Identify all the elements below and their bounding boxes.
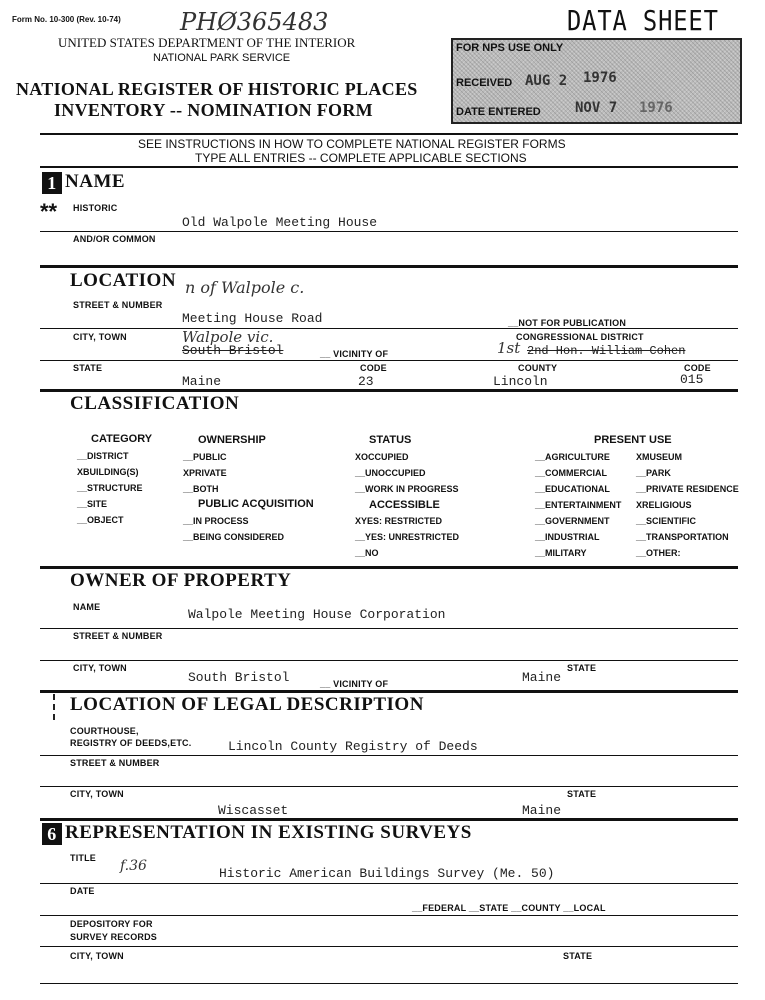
form-number: Form No. 10-300 (Rev. 10-74) <box>12 15 121 24</box>
date-entered-label: DATE ENTERED <box>456 106 541 118</box>
legal-city-label: CITY, TOWN <box>70 789 124 799</box>
accessible-yes-unrestricted: __YES: UNRESTRICTED <box>355 532 460 542</box>
county-code-label: CODE <box>684 363 711 373</box>
survey-title-label: TITLE <box>70 853 96 863</box>
received-stamp: AUG 2 <box>525 73 568 89</box>
county-value: Lincoln <box>493 374 548 389</box>
owner-state-label: STATE <box>567 663 597 673</box>
use-scientific: __SCIENTIFIC <box>636 516 697 526</box>
status-unoccupied: __UNOCCUPIED <box>355 468 426 478</box>
courthouse-label-2: REGISTRY OF DEEDS,ETC. <box>70 738 192 748</box>
section-location-title: LOCATION <box>70 270 177 291</box>
section-classification-title: CLASSIFICATION <box>70 393 240 414</box>
survey-date-label: DATE <box>70 886 95 896</box>
city-hand-note: Walpole vic. <box>182 328 274 346</box>
section-surveys-title: REPRESENTATION IN EXISTING SURVEYS <box>65 822 472 843</box>
data-sheet-label: DATA SHEET <box>567 4 719 37</box>
use-religious: XRELIGIOUS <box>636 500 692 510</box>
congressional-district-label: CONGRESSIONAL DISTRICT <box>516 332 644 342</box>
acquisition-being-considered: __BEING CONSIDERED <box>183 532 285 542</box>
survey-levels: __FEDERAL __STATE __COUNTY __LOCAL <box>412 903 606 913</box>
ownership-both: __BOTH <box>183 484 219 494</box>
use-other: __OTHER: <box>636 548 681 558</box>
owner-city-value: South Bristol <box>188 670 290 685</box>
state-value: Maine <box>182 374 222 389</box>
section-number-6: 6 <box>42 823 62 845</box>
handwritten-id: PHØ365483 <box>180 8 329 36</box>
owner-street-label: STREET & NUMBER <box>73 631 163 641</box>
public-acquisition-heading: PUBLIC ACQUISITION <box>198 498 314 510</box>
use-transportation: __TRANSPORTATION <box>636 532 729 542</box>
county-label: COUNTY <box>518 363 558 373</box>
section-name-title: NAME <box>65 171 126 192</box>
form-title-line2: INVENTORY -- NOMINATION FORM <box>54 100 373 120</box>
not-for-publication: __NOT FOR PUBLICATION <box>508 318 627 328</box>
vicinity-of: __ VICINITY OF <box>320 349 389 359</box>
category-buildings: XBUILDING(S) <box>77 467 139 477</box>
use-park: __PARK <box>636 468 671 478</box>
owner-name-label: NAME <box>73 602 101 612</box>
status-occupied: XOCCUPIED <box>355 452 409 462</box>
legal-street-label: STREET & NUMBER <box>70 758 160 768</box>
city-town-label: CITY, TOWN <box>73 332 127 342</box>
use-agriculture: __AGRICULTURE <box>535 452 610 462</box>
depository-label-2: SURVEY RECORDS <box>70 932 157 942</box>
section-number-1: 1 <box>42 172 62 194</box>
park-service: NATIONAL PARK SERVICE <box>153 52 291 64</box>
street-number-label: STREET & NUMBER <box>73 300 163 310</box>
courthouse-value: Lincoln County Registry of Deeds <box>228 739 478 754</box>
street-value: Meeting House Road <box>182 311 323 326</box>
accessible-heading: ACCESSIBLE <box>369 499 440 511</box>
received-year: 1976 <box>583 70 617 86</box>
nps-use-box <box>451 38 742 124</box>
department: UNITED STATES DEPARTMENT OF THE INTERIOR <box>58 35 356 50</box>
ownership-heading: OWNERSHIP <box>198 434 266 446</box>
status-heading: STATUS <box>369 434 412 446</box>
state-code-value: 23 <box>358 374 374 389</box>
category-structure: __STRUCTURE <box>77 483 143 493</box>
owner-state-value: Maine <box>522 670 562 685</box>
ownership-private: XPRIVATE <box>183 468 227 478</box>
code-label: CODE <box>360 363 387 373</box>
survey-city-label: CITY, TOWN <box>70 951 124 961</box>
accessible-yes-restricted: XYES: RESTRICTED <box>355 516 443 526</box>
section-name-header <box>42 171 125 194</box>
handwritten-stars: ** <box>40 199 58 224</box>
use-private-residence: __PRIVATE RESIDENCE <box>636 484 739 494</box>
instructions-line1: SEE INSTRUCTIONS IN HOW TO COMPLETE NATIONAL REGISTER FORMS <box>138 137 566 151</box>
form-title-line1: NATIONAL REGISTER OF HISTORIC PLACES <box>16 79 418 99</box>
present-use-heading: PRESENT USE <box>594 434 672 446</box>
location-hand-note: n of Walpole c. <box>185 278 305 297</box>
category-site: __SITE <box>77 499 108 509</box>
status-work-in-progress: __WORK IN PROGRESS <box>355 484 459 494</box>
nps-use-label: FOR NPS USE ONLY <box>456 42 564 54</box>
legal-state-label: STATE <box>567 789 597 799</box>
section-surveys-header <box>42 822 472 845</box>
use-commercial: __COMMERCIAL <box>535 468 608 478</box>
margin-mark <box>53 694 57 720</box>
instructions-line2: TYPE ALL ENTRIES -- COMPLETE APPLICABLE SECTIONS <box>195 151 527 165</box>
category-district: __DISTRICT <box>77 451 129 461</box>
entered-year: 1976 <box>639 100 673 116</box>
survey-hand-note: f.36 <box>120 858 147 874</box>
courthouse-label-1: COURTHOUSE, <box>70 726 139 736</box>
andor-common-label: AND/OR COMMON <box>73 234 156 244</box>
use-industrial: __INDUSTRIAL <box>535 532 600 542</box>
historic-label: HISTORIC <box>73 203 118 213</box>
section-owner-title: OWNER OF PROPERTY <box>70 570 292 591</box>
historic-value: Old Walpole Meeting House <box>182 215 378 230</box>
district-hand-note: 1st <box>497 339 521 357</box>
survey-state-label: STATE <box>563 951 593 961</box>
depository-label-1: DEPOSITORY FOR <box>70 919 153 929</box>
acquisition-in-process: __IN PROCESS <box>183 516 249 526</box>
entered-stamp: NOV 7 <box>575 100 618 116</box>
use-military: __MILITARY <box>535 548 587 558</box>
section-legal-title: LOCATION OF LEGAL DESCRIPTION <box>70 694 424 715</box>
ownership-public: __PUBLIC <box>183 452 227 462</box>
owner-vicinity-of: __ VICINITY OF <box>320 679 389 689</box>
owner-city-label: CITY, TOWN <box>73 663 127 673</box>
category-heading: CATEGORY <box>91 433 153 445</box>
use-museum: XMUSEUM <box>636 452 683 462</box>
accessible-no: __NO <box>355 548 379 558</box>
legal-state-value: Maine <box>522 803 562 818</box>
city-value: South Bristol <box>182 343 284 358</box>
category-object: __OBJECT <box>77 515 124 525</box>
owner-name-value: Walpole Meeting House Corporation <box>188 607 446 622</box>
use-government: __GOVERNMENT <box>535 516 610 526</box>
use-entertainment: __ENTERTAINMENT <box>535 500 622 510</box>
use-educational: __EDUCATIONAL <box>535 484 610 494</box>
legal-city-value: Wiscasset <box>218 803 289 818</box>
county-code-value: 015 <box>680 372 704 387</box>
district-value: 2nd Hon. William Cohen <box>527 344 686 358</box>
state-label: STATE <box>73 363 103 373</box>
received-label: RECEIVED <box>456 77 513 89</box>
survey-title-value: Historic American Buildings Survey (Me. 50) <box>219 866 555 881</box>
